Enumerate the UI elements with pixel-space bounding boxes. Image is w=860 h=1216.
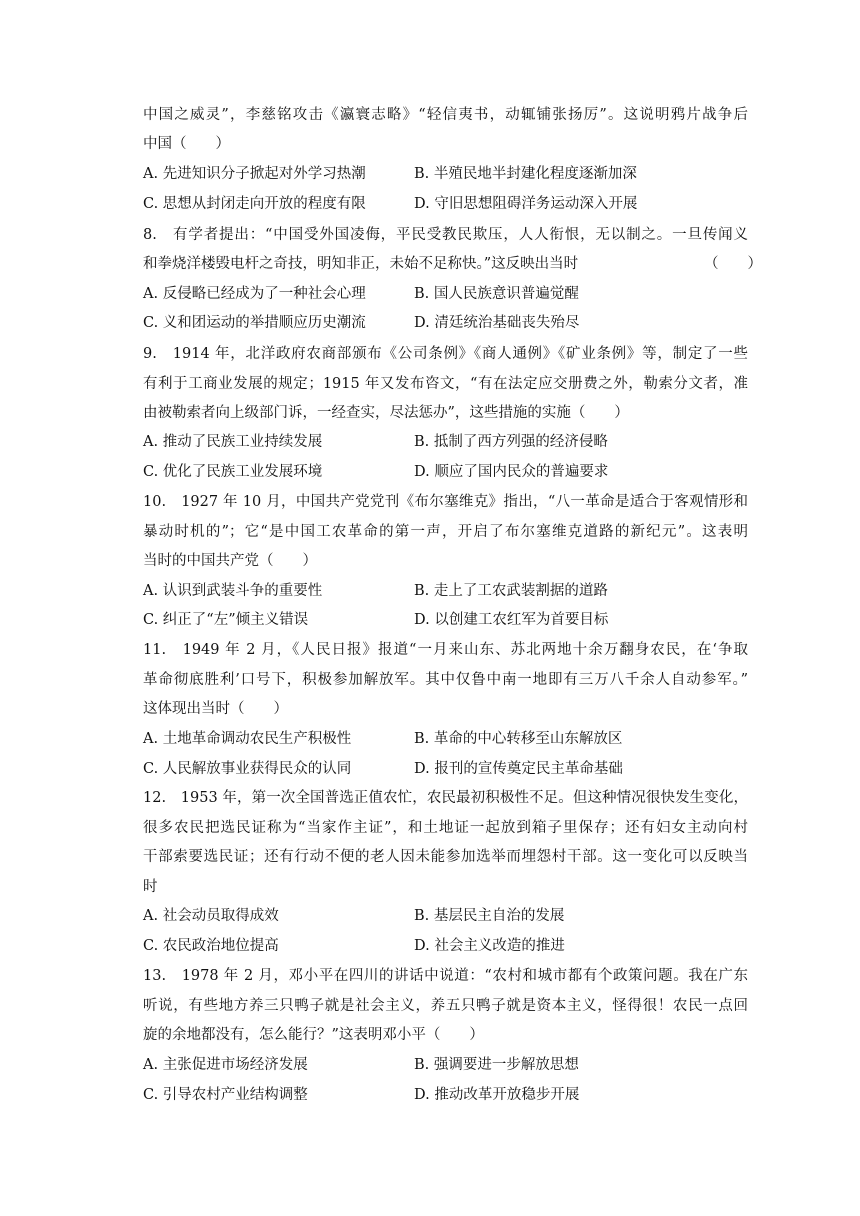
q12-stem-line3: 干部索要选民证；还有行动不便的老人因未能参加选举而埋怨村干部。这一变化可以反映当 xyxy=(143,849,748,865)
q9-option-a: A. 推动了民族工业持续发展 xyxy=(143,434,323,450)
q11-option-b: B. 革命的中心转移至山东解放区 xyxy=(414,731,623,747)
q8-option-d: D. 清廷统治基础丧失殆尽 xyxy=(414,315,580,331)
q10-option-a: A. 认识到武装斗争的重要性 xyxy=(143,583,323,599)
q8-stem-line2: 和拳烧洋楼毁电杆之奇技，明知非正，未始不足称快。”这反映出当时 xyxy=(143,256,579,272)
q13-option-a: A. 主张促进市场经济发展 xyxy=(143,1057,308,1073)
q9-option-d: D. 顺应了国内民众的普遍要求 xyxy=(414,464,609,480)
q7-option-a: A. 先进知识分子掀起对外学习热潮 xyxy=(143,166,366,182)
q12-option-d: D. 社会主义改造的推进 xyxy=(414,938,565,954)
q11-stem-line2: 革命彻底胜利’口号下，积极参加解放军。其中仅鲁中南一地即有三万八千余人自动参军。” xyxy=(143,672,748,688)
q9-stem-line2: 有利于工商业发展的规定；1915 年又发布咨文，“有在法定应交册费之外，勒索分文者，准 xyxy=(143,376,748,392)
q12-option-c: C. 农民政治地位提高 xyxy=(143,938,279,954)
q8-option-c: C. 义和团运动的举措顺应历史潮流 xyxy=(143,315,366,331)
q12-stem-line4: 时 xyxy=(143,879,158,895)
q11-option-d: D. 报刊的宣传奠定民主革命基础 xyxy=(414,761,623,777)
q8-option-a: A. 反侵略已经成为了一种社会心理 xyxy=(143,286,366,302)
q10-option-b: B. 走上了工农武装割据的道路 xyxy=(414,583,608,599)
q8-stem-line1: 8. 有学者提出：“中国受外国凌侮，平民受教民欺压，人人衔恨，无以制之。一旦传闻义 xyxy=(143,227,748,243)
q13-option-b: B. 强调要进一步解放思想 xyxy=(414,1057,579,1073)
q10-stem-line3: 当时的中国共产党（ ） xyxy=(143,553,317,569)
q7-option-d: D. 守旧思想阻碍洋务运动深入开展 xyxy=(414,196,638,212)
q11-option-a: A. 土地革命调动农民生产积极性 xyxy=(143,731,352,747)
q11-stem-line1: 11. 1949 年 2 月，《人民日报》报道“一月来山东、苏北两地十余万翻身农民，在‘争取 xyxy=(143,642,748,658)
q8-answer-bracket: （ ） xyxy=(704,256,762,272)
q12-option-b: B. 基层民主自治的发展 xyxy=(414,908,565,924)
q12-stem-line1: 12. 1953 年，第一次全国普选正值农忙，农民最初积极性不足。但这种情况很快发生变化， xyxy=(143,790,748,806)
q9-stem-line1: 9. 1914 年，北洋政府农商部颁布《公司条例》《商人通例》《矿业条例》等，制定了一些 xyxy=(143,346,748,362)
q9-option-c: C. 优化了民族工业发展环境 xyxy=(143,464,323,480)
q13-option-d: D. 推动改革开放稳步开展 xyxy=(414,1087,580,1103)
q10-stem-line2: 暴动时机的”；它“是中国工农革命的第一声，开启了布尔塞维克道路的新纪元”。这表明 xyxy=(143,524,748,540)
q11-option-c: C. 人民解放事业获得民众的认同 xyxy=(143,761,352,777)
q12-stem-line2: 很多农民把选民证称为“当家作主证”，和土地证一起放到箱子里保存；还有妇女主动向村 xyxy=(143,820,748,836)
q13-option-c: C. 引导农村产业结构调整 xyxy=(143,1087,308,1103)
q10-option-d: D. 以创建工农红军为首要目标 xyxy=(414,612,609,628)
q10-stem-line1: 10. 1927 年 10 月，中国共产党党刊《布尔塞维克》指出，“八一革命是适合于客观情形和 xyxy=(143,494,748,510)
q7-stem-line2: 中国（ ） xyxy=(143,136,230,152)
q7-option-c: C. 思想从封闭走向开放的程度有限 xyxy=(143,196,366,212)
q7-option-b: B. 半殖民地半封建化程度逐渐加深 xyxy=(414,166,637,182)
q12-option-a: A. 社会动员取得成效 xyxy=(143,908,279,924)
q8-option-b: B. 国人民族意识普遍觉醒 xyxy=(414,286,579,302)
q13-stem-line1: 13. 1978 年 2 月，邓小平在四川的讲话中说道：“农村和城市都有个政策问题。我在广东 xyxy=(143,968,748,984)
q11-stem-line3: 这体现出当时（ ） xyxy=(143,701,288,717)
q9-option-b: B. 抵制了西方列强的经济侵略 xyxy=(414,434,608,450)
q7-stem-line1: 中国之威灵”，李慈铭攻击《瀛寰志略》“轻信夷书，动辄铺张扬厉”。这说明鸦片战争后 xyxy=(143,107,748,123)
q13-stem-line2: 听说，有些地方养三只鸭子就是社会主义，养五只鸭子就是资本主义，怪得很！农民一点回 xyxy=(143,998,748,1014)
q13-stem-line3: 旋的余地都没有，怎么能行？”这表明邓小平（ ） xyxy=(143,1027,484,1043)
q10-option-c: C. 纠正了“左”倾主义错误 xyxy=(143,612,309,628)
q9-stem-line3: 由被勒索者向上级部门诉，一经查实，尽法惩办”，这些措施的实施（ ） xyxy=(143,405,629,421)
